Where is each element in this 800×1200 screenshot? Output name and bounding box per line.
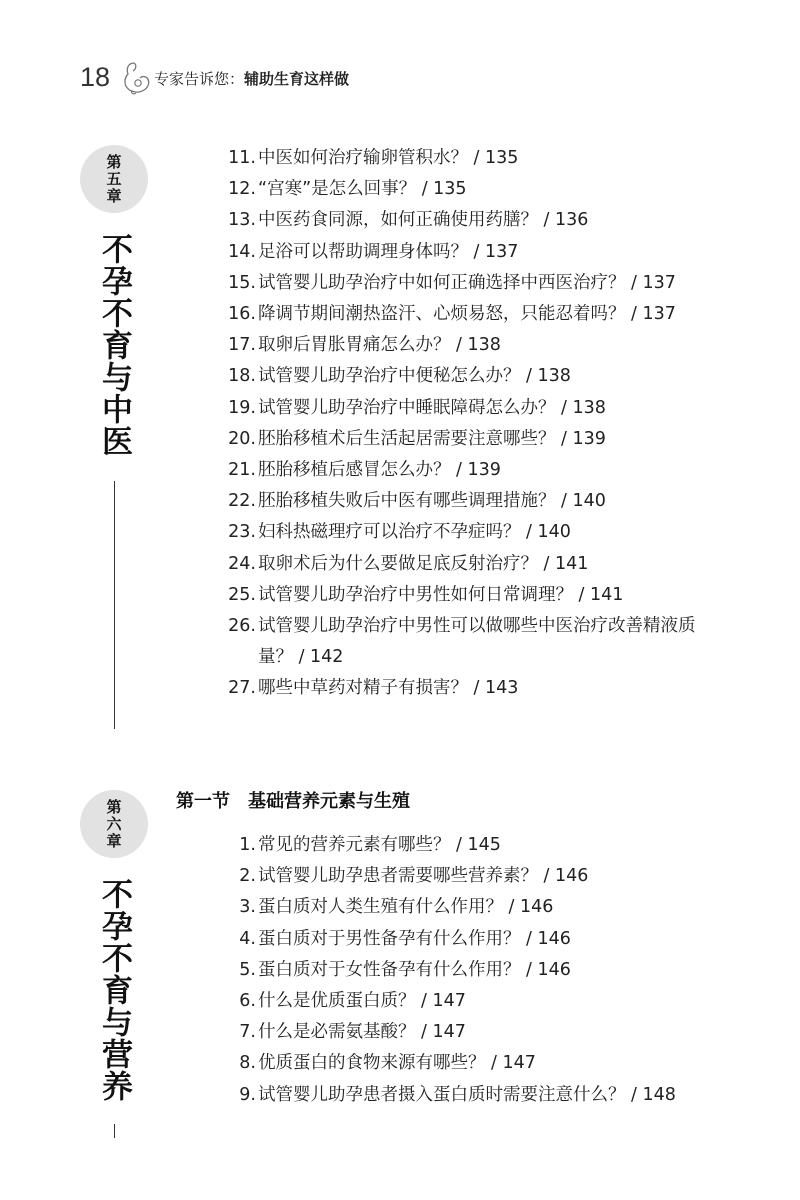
toc-entry <box>212 330 698 361</box>
toc-entry-number: 1. <box>239 835 256 855</box>
toc-entry-number: 14. <box>228 241 256 262</box>
chapter5-badge <box>80 145 148 213</box>
chapter6-badge-char: 第 <box>106 797 122 816</box>
toc-entry-number: 9. <box>239 1084 256 1105</box>
toc-entry-text: 胚胎移植后感冒怎么办？ / 139 <box>258 460 501 481</box>
toc-entry <box>212 986 698 1017</box>
toc-entry-text: 什么是必需氨基酸？ / 147 <box>258 1022 466 1043</box>
toc-entry <box>212 205 698 236</box>
chapter5-toc-list <box>212 143 698 705</box>
toc-entry-number: 19. <box>228 397 256 418</box>
toc-entry-number: 6. <box>239 991 256 1012</box>
toc-entry <box>212 549 698 580</box>
toc-entry-text: 中医药食同源，如何正确使用药膳？ / 136 <box>258 210 589 231</box>
toc-entry <box>212 611 698 673</box>
book-title <box>154 68 349 89</box>
toc-entry-text: 蛋白质对于男性备孕有什么作用？ / 146 <box>258 928 571 949</box>
toc-entry-number: 25. <box>228 584 256 605</box>
toc-entry-text: 优质蛋白的食物来源有哪些？ / 147 <box>258 1053 536 1074</box>
mother-baby-logo-icon <box>122 60 152 100</box>
toc-entry-number: 8. <box>239 1053 256 1074</box>
toc-entry-text: 试管婴儿助孕患者摄入蛋白质时需要注意什么？ / 148 <box>258 1084 676 1105</box>
toc-entry-number: 11. <box>228 148 256 168</box>
toc-entry <box>212 955 698 986</box>
toc-entry <box>212 143 698 174</box>
toc-entry <box>212 892 698 923</box>
toc-entry-number: 2. <box>239 866 256 887</box>
chapter6-divider-line <box>114 1124 115 1138</box>
toc-entry-text: 试管婴儿助孕治疗中男性可以做哪些中医治疗改善精液质量？ / 142 <box>258 616 696 668</box>
section-heading <box>176 787 410 813</box>
toc-entry <box>212 517 698 548</box>
book-title-prefix: 专家告诉您： <box>154 70 245 88</box>
toc-entry-number: 5. <box>239 959 256 980</box>
toc-entry-text: 中医如何治疗输卵管积水？ / 135 <box>258 148 519 168</box>
toc-entry <box>212 924 698 955</box>
toc-entry <box>212 455 698 486</box>
toc-entry <box>212 424 698 455</box>
chapter6-title: 不孕不育与营养 <box>96 878 132 1102</box>
chapter5-title: 不孕不育与中医 <box>96 233 132 457</box>
section-title-text: 基础营养元素与生殖 <box>248 791 410 812</box>
toc-entry-number: 4. <box>239 928 256 949</box>
toc-entry-number: 27. <box>228 678 256 699</box>
toc-entry <box>212 1048 698 1079</box>
toc-entry <box>212 299 698 330</box>
toc-entry-number: 24. <box>228 553 256 574</box>
toc-entry-number: 12. <box>228 179 256 200</box>
toc-entry-text: 试管婴儿助孕患者需要哪些营养素？ / 146 <box>258 866 589 887</box>
toc-entry-number: 15. <box>228 272 256 293</box>
page-number: 18 <box>80 62 111 92</box>
toc-entry-text: 取卵术后为什么要做足底反射治疗？ / 141 <box>258 553 589 574</box>
toc-entry-text: 降调节期间潮热盗汗、心烦易怒，只能忍着吗？ / 137 <box>258 304 676 325</box>
chapter6-sidebar <box>80 790 148 1138</box>
toc-entry-number: 3. <box>239 897 256 918</box>
toc-entry-text: 哪些中草药对精子有损害？ / 143 <box>258 678 519 699</box>
toc-entry-text: “宫寒”是怎么回事？ / 135 <box>258 179 467 200</box>
chapter5-sidebar <box>80 145 148 729</box>
toc-entry-number: 16. <box>228 304 256 325</box>
toc-entry <box>212 237 698 268</box>
chapter5-badge-char: 第 <box>106 152 122 171</box>
chapter5-badge-char: 五 <box>106 169 122 188</box>
toc-entry-text: 足浴可以帮助调理身体吗？ / 137 <box>258 241 519 262</box>
toc-entry <box>212 580 698 611</box>
chapter6-badge-char: 章 <box>106 831 122 850</box>
section-label: 第一节 <box>176 791 230 812</box>
toc-entry <box>212 393 698 424</box>
toc-entry-number: 20. <box>228 428 256 449</box>
toc-entry-number: 7. <box>239 1022 256 1043</box>
toc-entry <box>212 361 698 392</box>
chapter6-badge-char: 六 <box>106 814 122 833</box>
toc-entry <box>212 486 698 517</box>
toc-entry-text: 蛋白质对于女性备孕有什么作用？ / 146 <box>258 959 571 980</box>
toc-entry-number: 18. <box>228 366 256 387</box>
toc-entry <box>212 861 698 892</box>
toc-entry <box>212 268 698 299</box>
chapter5-divider-line <box>114 481 115 729</box>
toc-entry-number: 22. <box>228 491 256 512</box>
toc-entry-number: 13. <box>228 210 256 231</box>
toc-entry-number: 21. <box>228 460 256 481</box>
book-title-main: 辅助生育这样做 <box>244 70 350 88</box>
toc-entry-text: 常见的营养元素有哪些？ / 145 <box>258 835 501 855</box>
chapter6-badge <box>80 790 148 858</box>
toc-entry-text: 什么是优质蛋白质？ / 147 <box>258 991 466 1012</box>
chapter6-toc-list <box>212 830 698 1111</box>
toc-entry-text: 试管婴儿助孕治疗中睡眠障碍怎么办？ / 138 <box>258 397 606 418</box>
toc-entry <box>212 1080 698 1111</box>
toc-entry <box>212 830 698 861</box>
toc-entry-number: 26. <box>228 616 256 637</box>
toc-entry-text: 试管婴儿助孕治疗中便秘怎么办？ / 138 <box>258 366 571 387</box>
toc-entry <box>212 174 698 205</box>
toc-entry <box>212 1017 698 1048</box>
toc-entry-text: 取卵后胃胀胃痛怎么办？ / 138 <box>258 335 501 356</box>
toc-entry <box>212 673 698 704</box>
toc-entry-text: 蛋白质对人类生殖有什么作用？ / 146 <box>258 897 554 918</box>
toc-entry-text: 胚胎移植术后生活起居需要注意哪些？ / 139 <box>258 428 606 449</box>
toc-entry-text: 妇科热磁理疗可以治疗不孕症吗？ / 140 <box>258 522 571 543</box>
toc-entry-text: 试管婴儿助孕治疗中男性如何日常调理？ / 141 <box>258 584 624 605</box>
toc-entry-text: 试管婴儿助孕治疗中如何正确选择中西医治疗？ / 137 <box>258 272 676 293</box>
toc-entry-number: 17. <box>228 335 256 356</box>
toc-entry-number: 23. <box>228 522 256 543</box>
toc-entry-text: 胚胎移植失败后中医有哪些调理措施？ / 140 <box>258 491 606 512</box>
chapter5-badge-char: 章 <box>106 186 122 205</box>
